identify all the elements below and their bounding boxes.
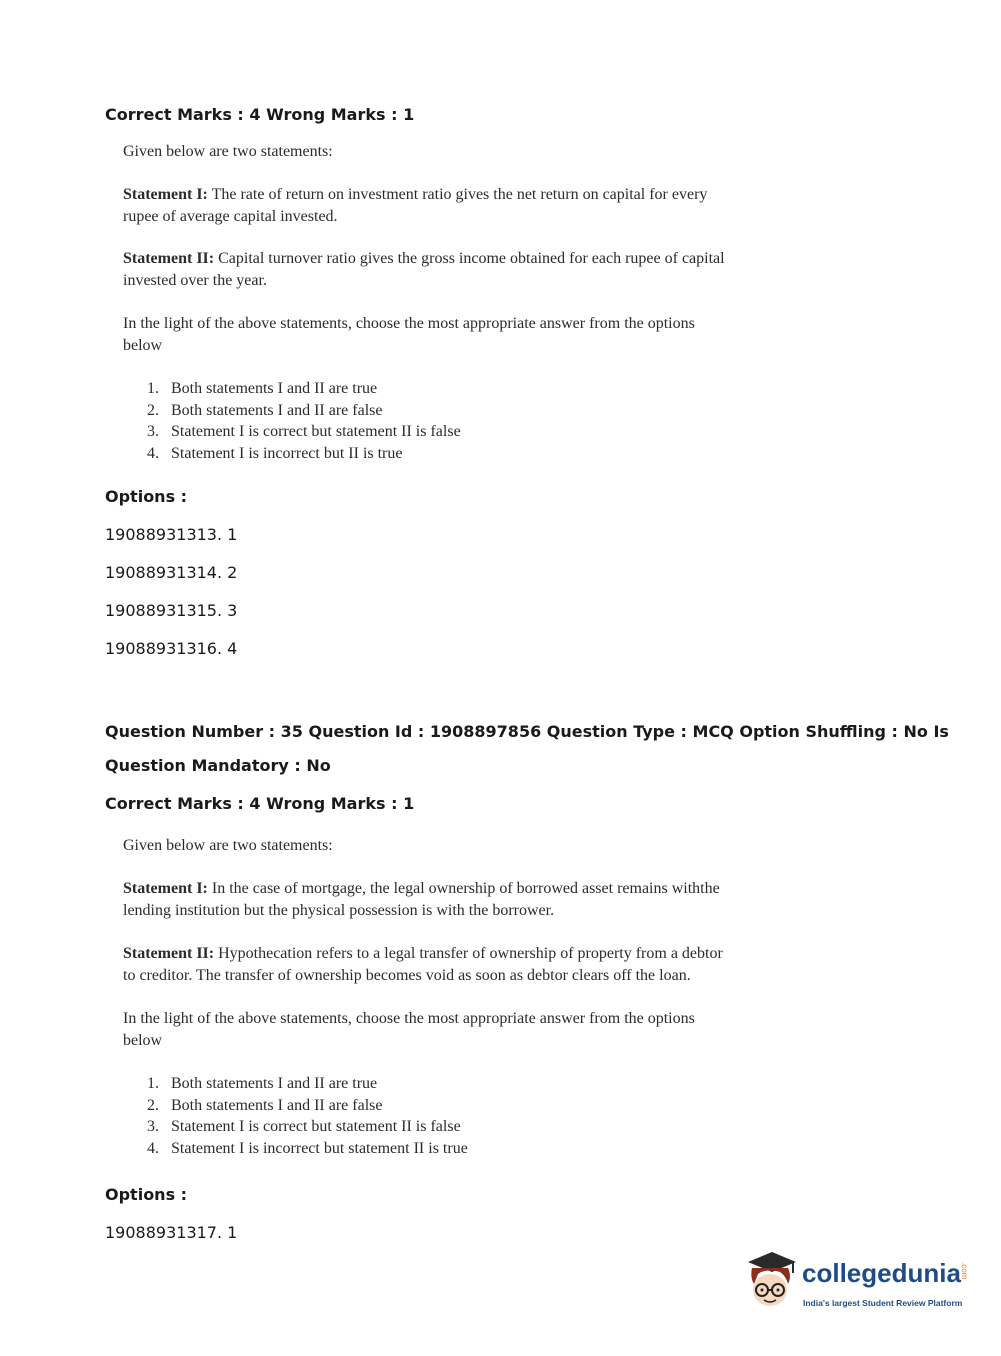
statement-label: Statement II: xyxy=(123,250,215,267)
choice-number: 1. xyxy=(147,380,159,397)
instruction-text: In the light of the above statements, choose the most appropriate answer from the options xyxy=(123,315,695,332)
statement-text: to creditor. The transfer of ownership becomes void as soon as debtor clears off the loan. xyxy=(123,967,691,984)
choice-text: Statement I is correct but statement II is false xyxy=(171,423,461,440)
question-header: Question Number : 35 Question Id : 1908897856 Question Type : MCQ Option Shuffling : No Is xyxy=(105,722,949,741)
choice-text: Both statements I and II are true xyxy=(171,1075,378,1092)
options-heading: Options : xyxy=(105,1185,188,1204)
choice-item xyxy=(147,400,743,422)
statement-two xyxy=(123,248,743,292)
brand-domain: .com xyxy=(960,1262,969,1280)
collegedunia-logo xyxy=(740,1248,970,1320)
marks-line: Correct Marks : 4 Wrong Marks : 1 xyxy=(105,105,415,124)
choice-item xyxy=(147,1116,763,1138)
statement-text: lending institution but the physical possession is with the borrower. xyxy=(123,902,555,919)
statement-text: The rate of return on investment ratio gives the net return on capital for every xyxy=(211,186,708,203)
instruction-text: below xyxy=(123,337,163,354)
choice-list xyxy=(147,378,743,464)
question-intro: Given below are two statements: xyxy=(123,143,333,160)
instruction xyxy=(123,313,743,357)
instruction-text: In the light of the above statements, choose the most appropriate answer from the options xyxy=(123,1010,695,1027)
statement-text: In the case of mortgage, the legal ownership of borrowed asset remains withthe xyxy=(211,880,720,897)
statement-text: Capital turnover ratio gives the gross income obtained for each rupee of capital xyxy=(218,250,725,267)
statement-label: Statement I: xyxy=(123,186,208,203)
statement-text: invested over the year. xyxy=(123,272,267,289)
choice-text: Statement I is incorrect but statement II is true xyxy=(171,1139,468,1157)
choice-text: Statement I is correct but statement II is false xyxy=(171,1118,461,1135)
option-item: 19088931315. 3 xyxy=(105,601,238,620)
option-item: 19088931313. 1 xyxy=(105,525,238,544)
statement-two xyxy=(123,943,763,987)
mascot-icon xyxy=(740,1248,802,1310)
choice-number: 3. xyxy=(147,423,159,440)
choice-number: 3. xyxy=(147,1118,159,1135)
brand-tagline: India's largest Student Review Platform xyxy=(803,1298,963,1308)
choice-text: Both statements I and II are false xyxy=(171,401,383,419)
statement-one xyxy=(123,184,743,228)
question-body xyxy=(123,141,743,464)
statement-label: Statement II: xyxy=(123,945,215,962)
choice-item xyxy=(147,421,743,443)
statement-one xyxy=(123,878,763,922)
question-header: Question Mandatory : No xyxy=(105,756,331,775)
choice-item xyxy=(147,1138,763,1160)
choice-number: 4. xyxy=(147,1139,159,1157)
instruction xyxy=(123,1008,763,1052)
choice-number: 4. xyxy=(147,444,159,462)
choice-item xyxy=(147,443,743,465)
statement-text: rupee of average capital invested. xyxy=(123,208,338,225)
choice-item xyxy=(147,1073,763,1095)
choice-text: Both statements I and II are false xyxy=(171,1096,383,1114)
instruction-text: below xyxy=(123,1032,163,1049)
option-item: 19088931314. 2 xyxy=(105,563,238,582)
choice-number: 2. xyxy=(147,1096,159,1114)
option-item: 19088931317. 1 xyxy=(105,1223,238,1242)
choice-number: 2. xyxy=(147,401,159,419)
choice-text: Statement I is incorrect but II is true xyxy=(171,444,403,462)
choice-item xyxy=(147,1095,763,1117)
question-intro: Given below are two statements: xyxy=(123,837,333,854)
options-heading: Options : xyxy=(105,487,188,506)
marks-line: Correct Marks : 4 Wrong Marks : 1 xyxy=(105,794,415,813)
statement-label: Statement I: xyxy=(123,880,208,897)
question-body xyxy=(123,835,763,1159)
option-item: 19088931316. 4 xyxy=(105,639,238,658)
choice-number: 1. xyxy=(147,1075,159,1092)
statement-text: Hypothecation refers to a legal transfer of ownership of property from a debtor xyxy=(218,945,723,962)
choice-text: Both statements I and II are true xyxy=(171,380,378,397)
choice-list xyxy=(147,1073,763,1159)
choice-item xyxy=(147,378,743,400)
brand-name: collegedunia xyxy=(802,1258,961,1288)
